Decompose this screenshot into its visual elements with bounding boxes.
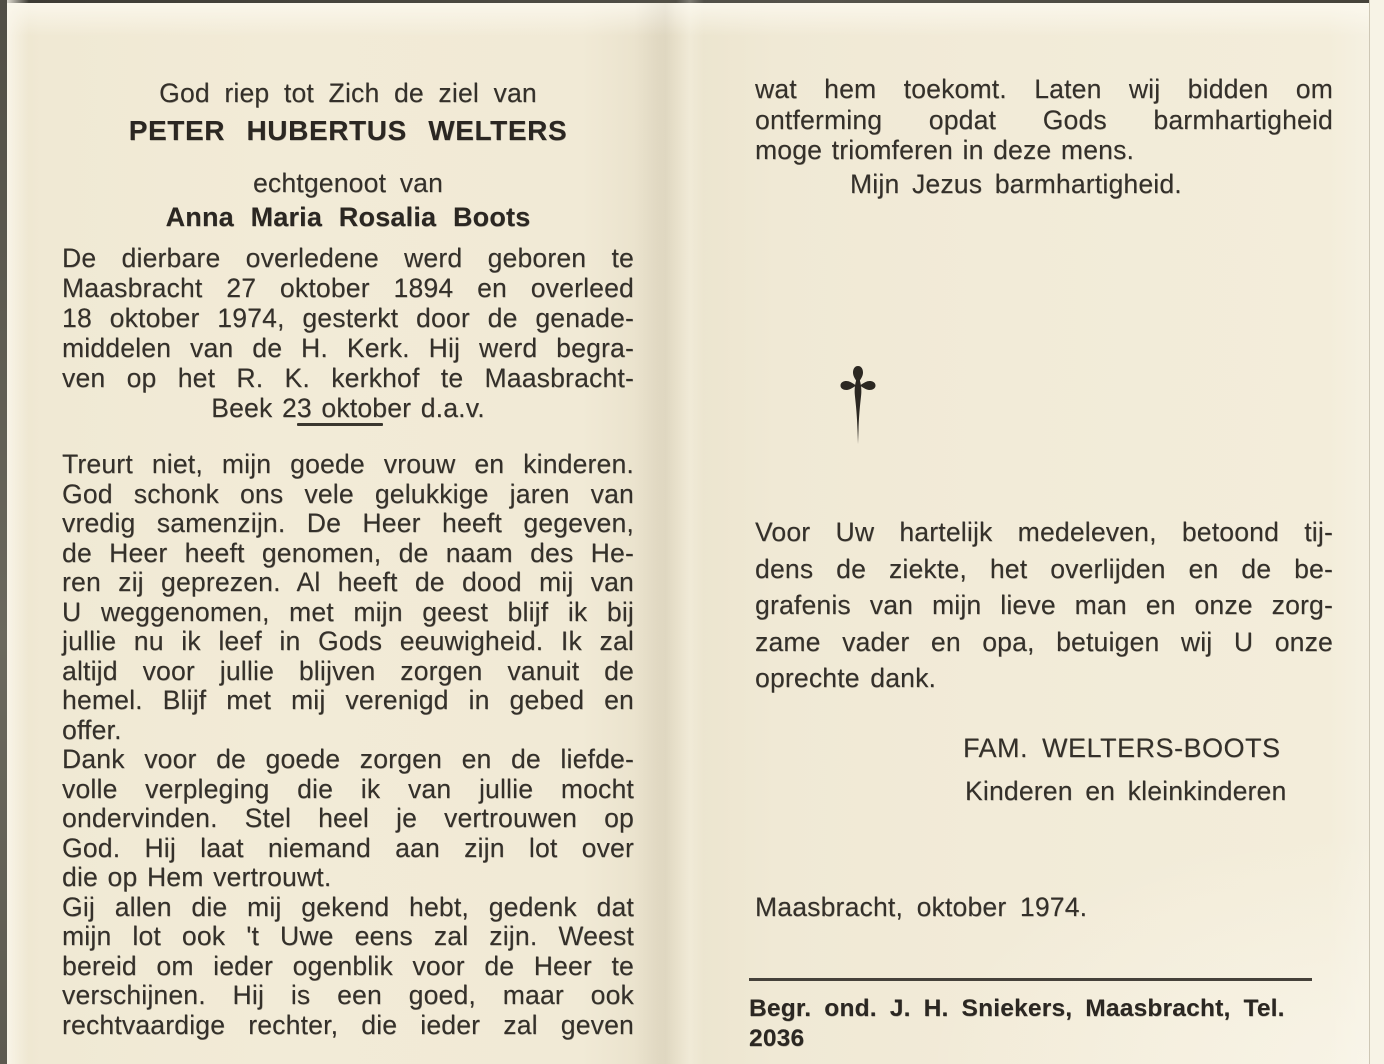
text-line: dens de ziekte, het overlijden en de be- <box>755 553 1333 584</box>
scan-left-edge <box>0 0 7 1064</box>
text-line: vredig samenzijn. De Heer heeft gegeven, <box>62 508 634 538</box>
continuation-paragraph <box>755 74 1333 166</box>
dateline: Maasbracht, oktober 1974. <box>755 892 1088 922</box>
ornamental-cross-icon <box>838 364 878 450</box>
text-line: volle verpleging die ik van jullie mocht <box>62 773 634 804</box>
text-line: Maasbracht 27 oktober 1894 en overleed <box>62 273 634 303</box>
birth-death-paragraph <box>62 243 634 423</box>
text-line: God schonk ons vele gelukkige jaren van <box>62 478 634 509</box>
text-line: oprechte dank. <box>755 663 937 694</box>
left-page <box>62 0 634 1064</box>
text-line: grafenis van mijn lieve man en onze zorg- <box>755 590 1333 621</box>
text-line: die op Hem vertrouwt. <box>62 862 332 892</box>
text-line: De dierbare overledene werd geboren te <box>62 243 634 273</box>
text-line: offer. <box>62 714 122 745</box>
text-line: jullie nu ik leef in Gods eeuwigheid. Ik zal <box>62 626 634 656</box>
children-signature: Kinderen en kleinkinderen <box>965 776 1287 806</box>
text-line: ren zij geprezen. Al heeft de dood mij van <box>62 567 634 597</box>
text-line: mijn lot ook 't Uwe eens zal zijn. Weest <box>62 921 634 951</box>
text-line: wat hem toekomt. Laten wij bidden om <box>755 74 1333 104</box>
undertaker-line: Begr. ond. J. H. Sniekers, Maasbracht, Tel. 2036 <box>749 995 1285 1052</box>
text-line: Beek 23 oktober d.a.v. <box>211 393 485 423</box>
text-line: Treurt niet, mijn goede vrouw en kinderen. <box>62 449 634 479</box>
deceased-name: PETER HUBERTUS WELTERS <box>128 115 568 146</box>
text-line: middelen van de H. Kerk. Hij werd begra- <box>62 333 634 363</box>
farewell-paragraph <box>62 893 634 1041</box>
text-line: verschijnen. Hij is een goed, maar ook <box>62 980 634 1010</box>
gratitude-paragraph <box>755 514 1333 697</box>
paper-right-edge <box>1369 0 1384 1064</box>
intro-line: God riep tot Zich de ziel van <box>159 78 537 108</box>
text-line: Dank voor de goede zorgen en de liefde- <box>62 744 634 774</box>
text-line: U weggenomen, met mijn geest blijf ik bij <box>62 596 634 627</box>
prayer-line: Mijn Jezus barmhartigheid. <box>850 169 1182 199</box>
text-line: bereid om ieder ogenblik voor de Heer te <box>62 950 634 981</box>
text-line: Voor Uw hartelijk medeleven, betoond tij- <box>755 517 1333 547</box>
text-line: 18 oktober 1974, gesterkt door de genade- <box>62 303 634 333</box>
center-fold-shadow <box>634 0 704 1064</box>
consolation-paragraph <box>62 450 634 745</box>
right-page <box>749 0 1333 1064</box>
spouse-name: Anna Maria Rosalia Boots <box>165 202 531 232</box>
text-line: Gij allen die mij gekend hebt, gedenk dat <box>62 891 634 922</box>
text-line: ondervinden. Stel heel je vertrouwen op <box>62 803 634 833</box>
text-line: moge triomferen in deze mens. <box>755 135 1135 165</box>
text-line: rechtvaardige rechter, die ieder zal geven <box>62 1009 634 1040</box>
text-line: ontferming opdat Gods barmhartigheid <box>755 104 1333 135</box>
undertaker-rule <box>749 978 1312 981</box>
family-signature: FAM. WELTERS-BOOTS <box>963 733 1281 763</box>
relation-line: echtgenoot van <box>252 168 444 198</box>
section-divider-rule <box>297 423 383 426</box>
text-line: God. Hij laat niemand aan zijn lot over <box>62 832 634 863</box>
caregiving-thanks-paragraph <box>62 745 634 893</box>
text-line: hemel. Blijf met mij verenigd in gebed en <box>62 685 634 715</box>
text-line: de Heer heeft genomen, de naam des He- <box>62 537 634 568</box>
text-line: zame vader en opa, betuigen wij U onze <box>755 626 1333 657</box>
text-line: altijd voor jullie blijven zorgen vanuit de <box>62 655 634 686</box>
paper-left-edge-highlight <box>7 0 29 1064</box>
text-line: ven op het R. K. kerkhof te Maasbracht- <box>62 363 634 393</box>
